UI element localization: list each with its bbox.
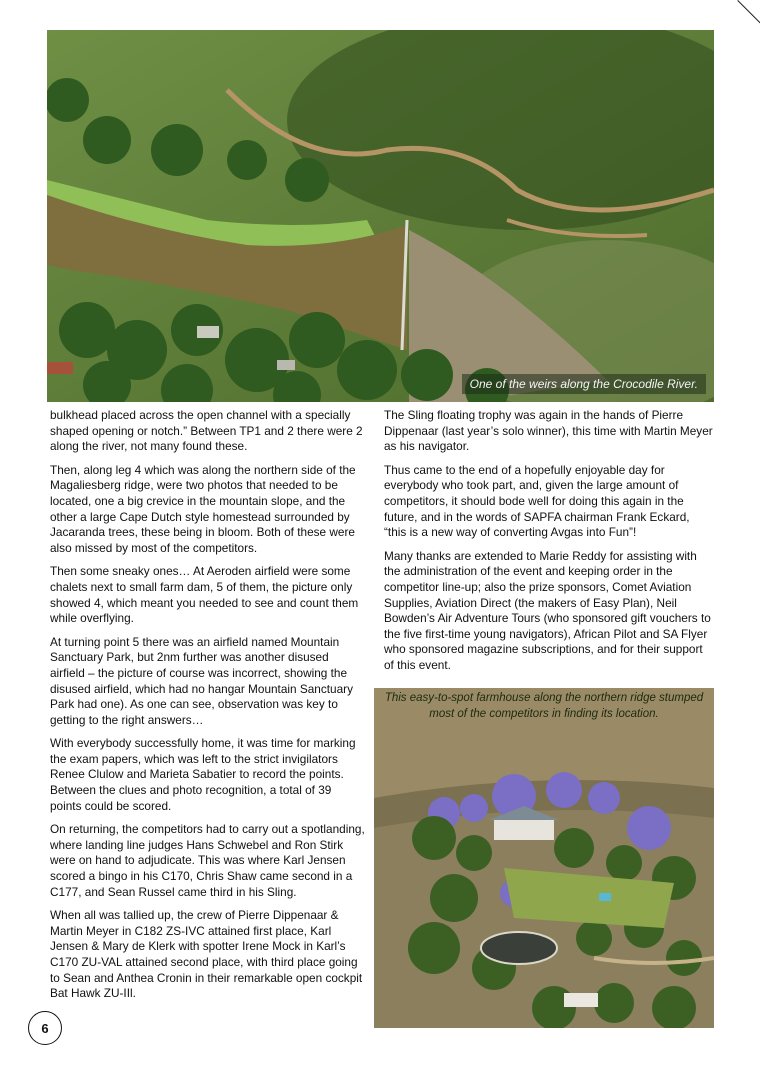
paragraph: bulkhead placed across the open channel with a specially shaped opening or notch.” Between TP1 and 2 there were 2 along the river, not many found these. (50, 408, 363, 454)
paragraph: The Sling floating trophy was again in the hands of Pierre Dippenaar (last year’s solo winner), this time with Martin Meyer as his navigator. (384, 408, 713, 454)
weir-photo-caption: One of the weirs along the Crocodile River. (462, 374, 706, 394)
page-corner-line (737, 0, 760, 23)
left-text-column (50, 408, 366, 1010)
paragraph: Then, along leg 4 which was along the northern side of the Magaliesberg ridge, were two photos that needed to be located, one a big crevice in the mountain slope, and the other a large Cape Dutch style homestead surrounded by Jacaranda trees, these being in bloom. Both of these were also missed by most of the competitors. (50, 462, 356, 555)
right-text-column (384, 408, 714, 682)
paragraph: Many thanks are extended to Marie Reddy for assisting with the administration of the event and keeping order in the competitor line-up; also the prize sponsors, Comet Aviation Supplies, Aviation Direct (the makers of Easy Plan), Neil Bowden’s Air Adventure Tours (who sponsored gift vouchers to the five first-time young navigators), African Pilot and SA Flyer who sponsored magazine subscriptions, and for their support of this event. (384, 548, 711, 672)
paragraph: With everybody successfully home, it was time for marking the exam papers, which was left to the strict invigilators Renee Clulow and Marieta Sabatier to record the points. Between the clues and photo recognition, a total of 39 points could be scored. (50, 736, 356, 813)
paragraph: When all was tallied up, the crew of Pierre Dippenaar & Martin Meyer in C182 ZS-IVC attained first place, Karl Jensen & Mary de Klerk with spotter Irene Mock in Karl’s C170 ZU-VAL attained second place, with third place going to Sean and Anthea Cronin in their remarkable open cockpit Bat Hawk ZU-IIl. (50, 908, 363, 1001)
paragraph: Then some sneaky ones… At Aeroden airfield were some chalets next to small farm dam, 5 of them, the picture only showed 4, which meant you needed to see and count them while overflying. (50, 564, 359, 626)
paragraph: On returning, the competitors had to carry out a spotlanding, where landing line judges Hans Schwebel and Ron Stirk were on hand to adjudicate. This was where Karl Jensen scored a bingo in his C170, Chris Shaw came second in a C177, and Sean Russel came third in his Sling. (50, 822, 365, 899)
farmhouse-photo-caption: This easy-to-spot farmhouse along the northern ridge stumped most of the competitors in finding its location. (384, 692, 704, 720)
weir-aerial-photo (47, 30, 714, 402)
page-number: 6 (28, 1011, 62, 1045)
paragraph: Thus came to the end of a hopefully enjoyable day for everybody who took part, and, given the large amount of competitors, it should bode well for doing this again in the future, and in the words of SAPFA chairman Frank Eckard, “this is a new way of converting Avgas into Fun”! (384, 462, 690, 540)
paragraph: At turning point 5 there was an airfield named Mountain Sanctuary Park, but 2nm further was another disused airfield – the picture of course was incorrect, showing the disused airfield, which had no hangar Mountain Sanctuary Park had one). As one can see, observation was key to getting to the right answers… (50, 634, 353, 727)
farmhouse-aerial-photo (374, 688, 714, 1028)
